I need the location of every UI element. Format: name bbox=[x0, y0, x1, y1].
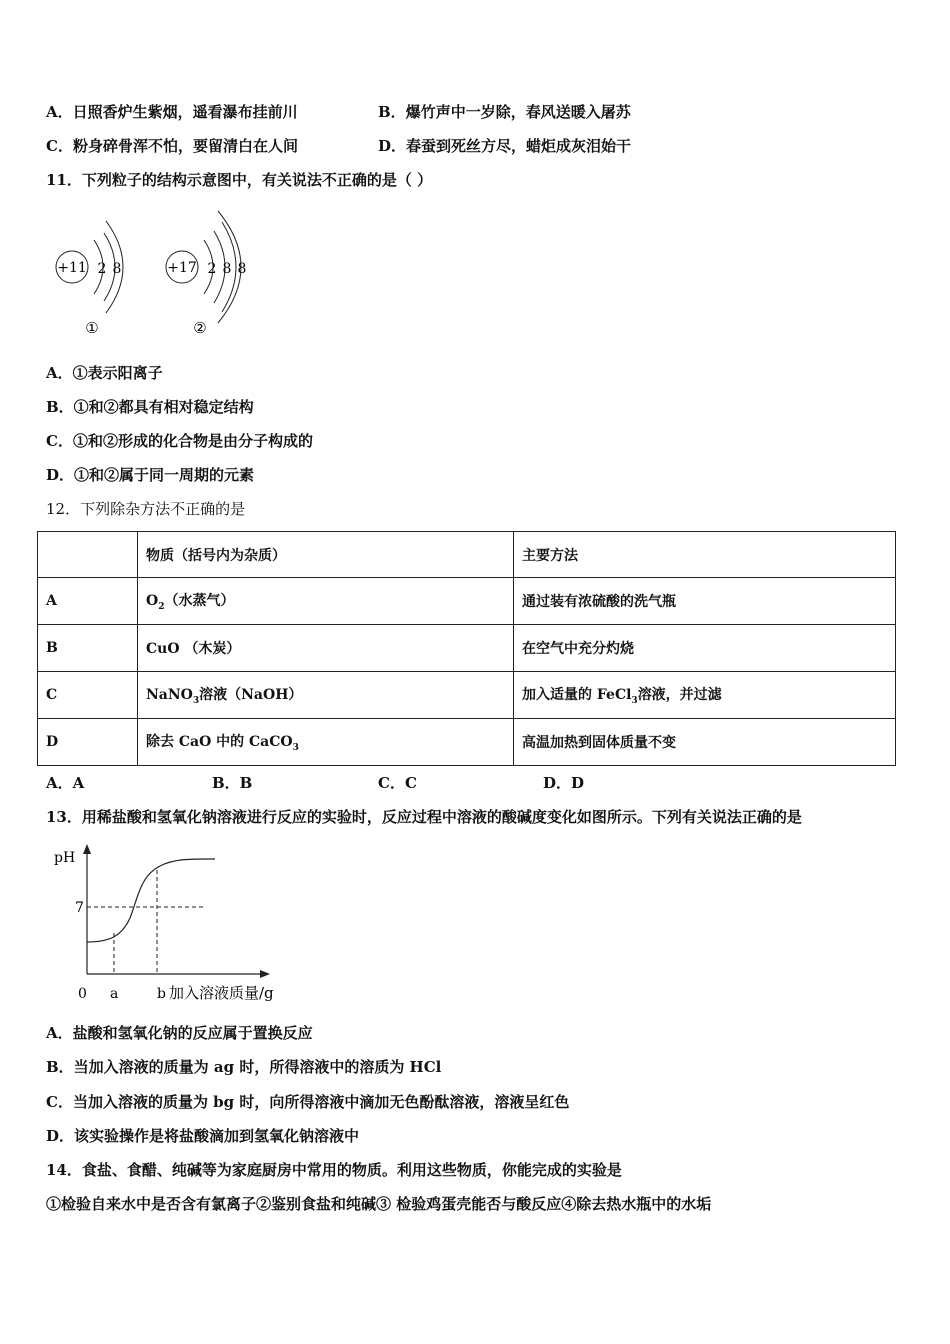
q12-option-a: A．A bbox=[46, 774, 85, 792]
nucleus-charge-2: +17 bbox=[167, 260, 197, 276]
q14-stem: 14．食盐、食醋、纯碱等为家庭厨房中常用的物质。利用这些物质，你能完成的实验是 bbox=[46, 1161, 622, 1179]
q14-items: ①检验自来水中是否含有氯离子②鉴别食盐和纯碱③ 检验鸡蛋壳能否与酸反应④除去热水瓶中的水垢 bbox=[46, 1195, 712, 1213]
table-row bbox=[38, 672, 896, 719]
q12-option-d: D．D bbox=[543, 774, 585, 792]
substance-cell: $O_2$（水蒸气） bbox=[138, 578, 514, 625]
shell-electrons: 2 bbox=[207, 261, 217, 277]
shell-electrons: 8 bbox=[237, 261, 247, 277]
substance-cell: NaNO$_3$溶液（NaOH） bbox=[138, 672, 514, 719]
q12-stem: 12．下列除杂方法不正确的是 bbox=[46, 500, 246, 518]
ph-curve-graph bbox=[50, 840, 300, 1005]
x-tick-b: b bbox=[157, 986, 166, 1002]
method-cell: 高温加热到固体质量不变 bbox=[514, 719, 896, 766]
q11-option-a: A．①表示阳离子 bbox=[46, 364, 163, 382]
x-axis-label: 加入溶液质量/g bbox=[169, 984, 274, 1002]
table-row bbox=[38, 719, 896, 766]
q13-stem: 13．用稀盐酸和氢氧化钠溶液进行反应的实验时，反应过程中溶液的酸碱度变化如图所示。下列有关说法正确的是 bbox=[46, 808, 802, 826]
q12-option-c: C．C bbox=[378, 774, 417, 792]
header-cell bbox=[38, 532, 138, 578]
atom-diagram-2 bbox=[166, 211, 246, 337]
q12-option-b: B．B bbox=[212, 774, 253, 792]
substance-cell: 除去 CaO 中的 CaCO$_3$ bbox=[138, 719, 514, 766]
q11-option-d: D．①和②属于同一周期的元素 bbox=[46, 466, 255, 484]
header-cell: 物质（括号内为杂质） bbox=[138, 532, 514, 578]
q11-option-b: B．①和②都具有相对稳定结构 bbox=[46, 398, 254, 416]
row-id: B bbox=[38, 625, 138, 672]
purification-table bbox=[37, 531, 896, 766]
method-cell: 在空气中充分灼烧 bbox=[514, 625, 896, 672]
diagram-label-2: ② bbox=[193, 319, 207, 337]
method-cell: 加入适量的 FeCl$_3$溶液，并过滤 bbox=[514, 672, 896, 719]
atom-structure-diagrams bbox=[40, 205, 280, 345]
table-row bbox=[38, 625, 896, 672]
nucleus-charge-1: +11 bbox=[57, 260, 87, 276]
method-cell: 通过装有浓硫酸的洗气瓶 bbox=[514, 578, 896, 625]
shell-electrons: 8 bbox=[222, 261, 232, 277]
q10-option-a: A．日照香炉生紫烟，遥看瀑布挂前川 bbox=[46, 103, 298, 121]
q10-option-c: C．粉身碎骨浑不怕，要留清白在人间 bbox=[46, 137, 298, 155]
q11-option-c: C．①和②形成的化合物是由分子构成的 bbox=[46, 432, 313, 450]
origin-label: 0 bbox=[78, 986, 87, 1002]
ph-curve bbox=[87, 859, 215, 942]
q13-option-a: A．盐酸和氢氧化钠的反应属于置换反应 bbox=[46, 1024, 313, 1042]
q10-option-b: B．爆竹声中一岁除，春风送暖入屠苏 bbox=[378, 103, 631, 121]
diagram-label-1: ① bbox=[85, 319, 99, 337]
table-header-row bbox=[38, 532, 896, 578]
row-id: A bbox=[38, 578, 138, 625]
y-axis-label: pH bbox=[54, 850, 76, 866]
y-tick-7: 7 bbox=[75, 900, 84, 916]
q11-stem: 11．下列粒子的结构示意图中，有关说法不正确的是（ ） bbox=[46, 171, 433, 189]
q13-option-d: D．该实验操作是将盐酸滴加到氢氧化钠溶液中 bbox=[46, 1127, 360, 1145]
shell-electrons: 2 bbox=[97, 261, 107, 277]
x-axis-arrow bbox=[260, 970, 270, 978]
x-tick-a: a bbox=[110, 986, 119, 1002]
q13-option-c: C．当加入溶液的质量为 bg 时，向所得溶液中滴加无色酚酞溶液，溶液呈红色 bbox=[46, 1093, 570, 1111]
y-axis-arrow bbox=[83, 844, 91, 854]
atom-diagram-1 bbox=[56, 221, 123, 337]
substance-cell: CuO （木炭） bbox=[138, 625, 514, 672]
row-id: D bbox=[38, 719, 138, 766]
row-id: C bbox=[38, 672, 138, 719]
table-row bbox=[38, 578, 896, 625]
shell-electrons: 8 bbox=[112, 261, 122, 277]
header-cell: 主要方法 bbox=[514, 532, 896, 578]
q13-option-b: B．当加入溶液的质量为 ag 时，所得溶液中的溶质为 HCl bbox=[46, 1058, 442, 1076]
q10-option-d: D．春蚕到死丝方尽，蜡炬成灰泪始干 bbox=[378, 137, 632, 155]
